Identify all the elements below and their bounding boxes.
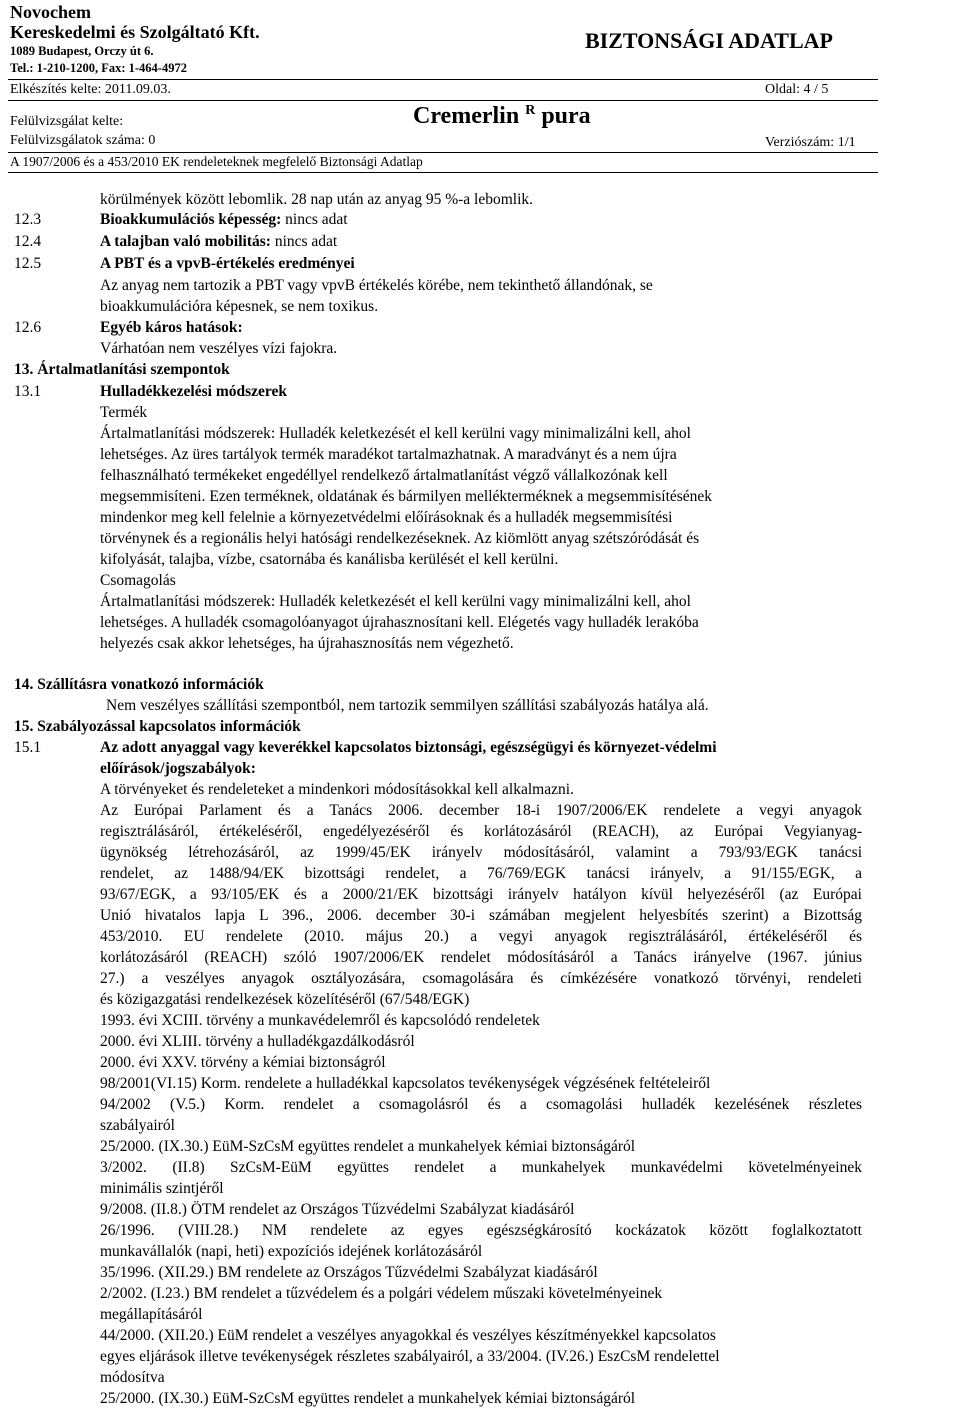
s15-line: 9/2008. (II.8.) ÖTM rendelet az Országos Tűzvédelmi Szabályzat kiadásáról bbox=[100, 1201, 575, 1218]
s12-3-item bbox=[100, 211, 348, 229]
s15-line: munkavállalók (napi, heti) expozíciós idejének korlátozásáról bbox=[100, 1243, 483, 1260]
s13-1-heading: Hulladékkezelési módszerek bbox=[100, 383, 287, 400]
s15-1-heading-2: előírások/jogszabályok: bbox=[100, 760, 256, 777]
s15-line: 3/2002. (II.8) SzCsM-EüM együttes rendelet a munkahelyek munkavédelmi követelményeinek bbox=[100, 1159, 862, 1176]
s12-4-number: 12.4 bbox=[14, 233, 42, 250]
s14-title: 14. Szállításra vonatkozó információk bbox=[14, 676, 264, 693]
review-count: Felülvizsgálatok száma: 0 bbox=[10, 133, 156, 148]
s15-line: 26/1996. (VIII.28.) NM rendelete az egyes egészségkárosító kockázatok között foglalkoztatott bbox=[100, 1222, 862, 1239]
s15-line: módosítva bbox=[100, 1369, 165, 1386]
s15-line: 2000. évi XLIII. törvény a hulladékgazdálkodásról bbox=[100, 1033, 415, 1050]
s12-5-text-1: Az anyag nem tartozik a PBT vagy vpvB értékelés körébe, nem tekinthető állandónak, se bbox=[100, 277, 653, 294]
s12-6-heading: Egyéb káros hatások: bbox=[100, 319, 243, 336]
s15-line: rendelet, az 1488/94/EK bizottsági rendelet, a 76/769/EGK tanácsi irányelv, a 91/155/EGK, a bbox=[100, 865, 862, 882]
creation-date: Elkészítés kelte: 2011.09.03. bbox=[10, 82, 171, 97]
s12-continuation: körülmények között lebomlik. 28 nap után az anyag 95 %-a lebomlik. bbox=[100, 191, 534, 208]
s15-line: korlátozásáról (REACH) szóló 1907/2006/EK rendelet módosításáról a Tanács irányelve (1967. június bbox=[100, 949, 862, 966]
s13-line: törvénynek és a regionális helyi hatósági rendelkezéseknek. Az kiömlött anyag szétszóródását és bbox=[100, 530, 700, 547]
s13-line: Ártalmatlanítási módszerek: Hulladék keletkezését el kell kerülni vagy minimalizálni kell, ahol bbox=[100, 593, 691, 610]
s12-6-text: Várhatóan nem veszélyes vízi fajokra. bbox=[100, 340, 338, 357]
s15-1-number: 15.1 bbox=[14, 739, 42, 756]
s15-line: A törvényeket és rendeleteket a mindenkori módosításokkal kell alkalmazni. bbox=[100, 781, 574, 798]
s15-line: 1993. évi XCIII. törvény a munkavédelemről és kapcsolódó rendeletek bbox=[100, 1012, 540, 1029]
s15-line: Az Európai Parlament és a Tanács 2006. december 18-i 1907/2006/EK rendelete a vegyi anyagok bbox=[100, 802, 862, 819]
s15-line: 44/2000. (XII.20.) EüM rendelet a veszélyes anyagokkal és veszélyes készítményekkel kapcsolatos bbox=[100, 1327, 716, 1344]
page-number: Oldal: 4 / 5 bbox=[765, 82, 829, 97]
regulation-note: A 1907/2006 és a 453/2010 EK rendeleteknek megfelelő Biztonsági Adatlap bbox=[10, 154, 423, 169]
s13-title: 13. Ártalmatlanítási szempontok bbox=[14, 361, 230, 378]
s13-line: Csomagolás bbox=[100, 572, 176, 589]
product-name-main: Cremerlin bbox=[413, 103, 520, 129]
header-divider-4 bbox=[8, 172, 878, 173]
s13-line: Ártalmatlanítási módszerek: Hulladék keletkezését el kell kerülni vagy minimalizálni kell, ahol bbox=[100, 425, 691, 442]
s15-line: 93/67/EGK, a 93/105/EK és a 2000/21/EK bizottsági irányelv hatályon kívül helyezéséről (az Európai bbox=[100, 886, 862, 903]
s15-line: 25/2000. (IX.30.) EüM-SzCsM együttes rendelet a munkahelyek kémiai biztonságáról bbox=[100, 1138, 636, 1155]
s15-line: szabályairól bbox=[100, 1117, 175, 1134]
s12-5-number: 12.5 bbox=[14, 255, 42, 272]
document-title: BIZTONSÁGI ADATLAP bbox=[585, 28, 833, 53]
s15-1-heading-1: Az adott anyaggal vagy keverékkel kapcsolatos biztonsági, egészségügyi és környezet-védelmi bbox=[100, 739, 717, 756]
s13-line: megsemmisíteni. Ezen terméknek, oldatának és bármilyen mellékterméknek a megsemmisítésének bbox=[100, 488, 713, 505]
company-name: Novochem bbox=[10, 2, 91, 22]
review-date: Felülvizsgálat kelte: bbox=[10, 114, 124, 129]
s13-line: felhasználható termékeket engedéllyel rendelkező ártalmatlanítást végző vállalkozónak kell bbox=[100, 467, 668, 484]
s15-line: Unió hivatalos lapja L 396., 2006. december 30-i számában megjelent helyesbítés szerint) a Bizottság bbox=[100, 907, 862, 924]
s13-line: kifolyását, talajba, vízbe, csatornába és kanálisba kerülését el kell kerülni. bbox=[100, 551, 559, 568]
s12-3-number: 12.3 bbox=[14, 211, 42, 228]
s13-line: lehetséges. A hulladék csomagolóanyagot újrahasznosítani kell. Elégetés vagy hulladék lerakóba bbox=[100, 614, 699, 631]
s13-line: helyezés csak akkor lehetséges, ha újrahasznosítás nem végezhető. bbox=[100, 635, 514, 652]
s15-line: 35/1996. (XII.29.) BM rendelete az Országos Tűzvédelmi Szabályzat kiadásáról bbox=[100, 1264, 598, 1281]
version-number: Verziószám: 1/1 bbox=[765, 135, 856, 150]
company-address: 1089 Budapest, Orczy út 6. bbox=[10, 44, 154, 58]
s12-5-heading: A PBT és a vpvB-értékelés eredményei bbox=[100, 255, 355, 272]
s15-line: ügynökség létrehozásáról, az 1999/45/EK irányelv módosításáról, valamint a 793/93/EGK tanácsi bbox=[100, 844, 862, 861]
s15-line: megállapításáról bbox=[100, 1306, 203, 1323]
header-divider-3 bbox=[8, 152, 878, 153]
header-divider-1 bbox=[8, 79, 878, 80]
s12-3-label: Bioakkumulációs képesség: bbox=[100, 211, 282, 228]
s15-line: 94/2002 (V.5.) Korm. rendelet a csomagolásról és a csomagolási hulladék kezelésének részletes bbox=[100, 1096, 862, 1113]
s15-line: egyes eljárások illetve tevékenységek részletes szabályairól, a 33/2004. (IV.26.) EszCsM rendelettel bbox=[100, 1348, 720, 1365]
s15-title: 15. Szabályozással kapcsolatos információk bbox=[14, 718, 301, 735]
product-name-suffix: pura bbox=[541, 103, 591, 129]
company-subtitle: Kereskedelmi és Szolgáltató Kft. bbox=[10, 22, 260, 42]
s12-4-label: A talajban való mobilitás: bbox=[100, 233, 271, 250]
company-phone: Tel.: 1-210-1200, Fax: 1-464-4972 bbox=[10, 61, 187, 75]
s15-line: regisztrálásáról, értékeléséről, engedélyezéséről és korlátozásáról (REACH), az Európai Vegyianyag- bbox=[100, 823, 862, 840]
s15-line: és közigazgatási rendelkezések közelítéséről (67/548/EGK) bbox=[100, 991, 470, 1008]
s15-line: minimális szintjéről bbox=[100, 1180, 224, 1197]
s15-line: 453/2010. EU rendelete (2010. május 20.) a vegyi anyagok regisztrálásáról, értékeléséről és bbox=[100, 928, 862, 945]
s15-line: 2000. évi XXV. törvény a kémiai biztonságról bbox=[100, 1054, 386, 1071]
s13-1-number: 13.1 bbox=[14, 383, 42, 400]
s14-text: Nem veszélyes szállítási szempontból, nem tartozik semmilyen szállítási szabályozás hatálya alá. bbox=[106, 697, 709, 714]
s15-line: 2/2002. (I.23.) BM rendelet a tűzvédelem és a polgári védelem műszaki követelményeinek bbox=[100, 1285, 663, 1302]
s12-5-text-2: bioakkumulációra képesnek, se nem toxikus. bbox=[100, 298, 379, 315]
s12-6-number: 12.6 bbox=[14, 319, 42, 336]
s13-line: Termék bbox=[100, 404, 148, 421]
s12-4-value: nincs adat bbox=[270, 233, 338, 250]
s15-line: 25/2000. (IX.30.) EüM-SzCsM együttes rendelet a munkahelyek kémiai biztonságáról bbox=[100, 1390, 636, 1407]
s13-line: lehetséges. Az üres tartályok termék maradékot tartalmazhatnak. A maradványt és a nem újra bbox=[100, 446, 677, 463]
s15-line: 98/2001(VI.15) Korm. rendelete a hulladékkal kapcsolatos tevékenységek végzésének feltételeiről bbox=[100, 1075, 711, 1092]
product-name bbox=[413, 103, 591, 130]
header-divider-2 bbox=[8, 100, 878, 101]
s13-line: mindenkor meg kell felelnie a környezetvédelmi előírásoknak és a hulladék megsemmisítési bbox=[100, 509, 673, 526]
s12-3-value: nincs adat bbox=[281, 211, 348, 228]
s12-4-item bbox=[100, 233, 337, 251]
s15-line: 27.) a veszélyes anyagok osztályozására, csomagolására és címkézésére vonatkozó törvényi, rendeleti bbox=[100, 970, 862, 987]
product-name-mark: R bbox=[525, 103, 536, 118]
